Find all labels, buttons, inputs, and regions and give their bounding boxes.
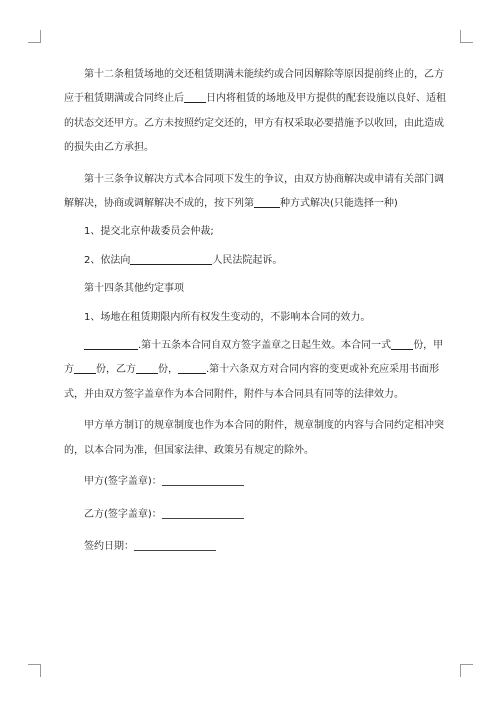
crop-mark-bottom-right	[460, 664, 473, 677]
signing-date-label: 签约日期：	[84, 540, 134, 552]
option-1: 1、提交北京仲裁委员会仲裁;	[84, 226, 214, 238]
option-2	[64, 249, 446, 273]
rules-paragraph: 甲方单方制订的规章制度也作为本合同的附件，规章制度的内容与合同约定相冲突的，以本合同为准，但国家法律、政策另有规定的除外。	[64, 420, 444, 456]
blank-copies-party-b	[136, 362, 158, 374]
signature-party-b	[64, 503, 446, 527]
clause-13-text-a: 第十三条争议解决方式本合同项下发生的争议，由双方协商解决或申请有关部门调解解决，协商或调解解决不成的，按下列第	[64, 173, 444, 210]
signing-date-line	[134, 539, 216, 551]
blank-court	[130, 253, 212, 265]
signature-party-a	[64, 470, 446, 494]
clause-15-text-b: 份，甲	[413, 340, 444, 352]
clause-15-text-d: 份，乙方	[96, 364, 136, 376]
blank-copies-total	[391, 338, 413, 350]
blank-item-2	[84, 338, 138, 350]
blank-copies-party-a	[74, 362, 96, 374]
signature-party-b-label: 乙方(签字盖章)：	[84, 508, 162, 520]
clause-13-text-b: 种方式解决(只能选择一种)	[280, 198, 398, 210]
option-2-text-a: 2、依法向	[84, 254, 131, 266]
crop-mark-top-left	[28, 30, 41, 43]
crop-mark-top-right	[460, 30, 473, 43]
signature-party-a-label: 甲方(签字盖章)：	[84, 476, 162, 488]
clause-16-text: .第十六条双方对合同内容的变更或补充应采用书面形式，并由双方签字盖章作为本合同附件，附件与本合同具有同等的法律效力。	[64, 364, 440, 400]
blank-days	[184, 91, 206, 103]
signing-date	[64, 535, 446, 559]
clause-13	[64, 168, 446, 217]
signature-party-a-line	[162, 474, 244, 486]
clause-12	[64, 63, 446, 161]
clause-12-text-b: 日内将租赁的场地及甲方提供的配套设施以良好、适租的状态交还甲方。乙方未按照约定交还的，甲方有权采取必要措施予以收回，由此造成的损失由乙方承担。	[64, 93, 446, 154]
clause-14-item-1: 1、场地在租赁期限内所有权发生变动的，不影响本合同的效力。	[84, 311, 371, 323]
document-body	[64, 63, 446, 559]
blank-method	[254, 196, 280, 208]
signature-party-b-line	[162, 507, 244, 519]
clause-12-text-a: 第十二条租赁场地的交还租赁期满未能续约或合同因解除等原因提前终止的，乙方应于租赁期满或合同终止后	[64, 69, 444, 105]
clause-15-16	[64, 334, 446, 407]
blank-item-3	[178, 362, 206, 374]
clause-14-title: 第十四条其他约定事项	[84, 283, 184, 295]
clause-15-text-e: 份，	[158, 364, 178, 376]
clause-15-text-c: 方	[64, 364, 74, 376]
crop-mark-bottom-left	[28, 664, 41, 677]
option-2-text-b: 人民法院起诉。	[212, 254, 283, 266]
clause-15-text-a: .第十五条本合同自双方签字盖章之日起生效。本合同一式	[138, 340, 392, 352]
